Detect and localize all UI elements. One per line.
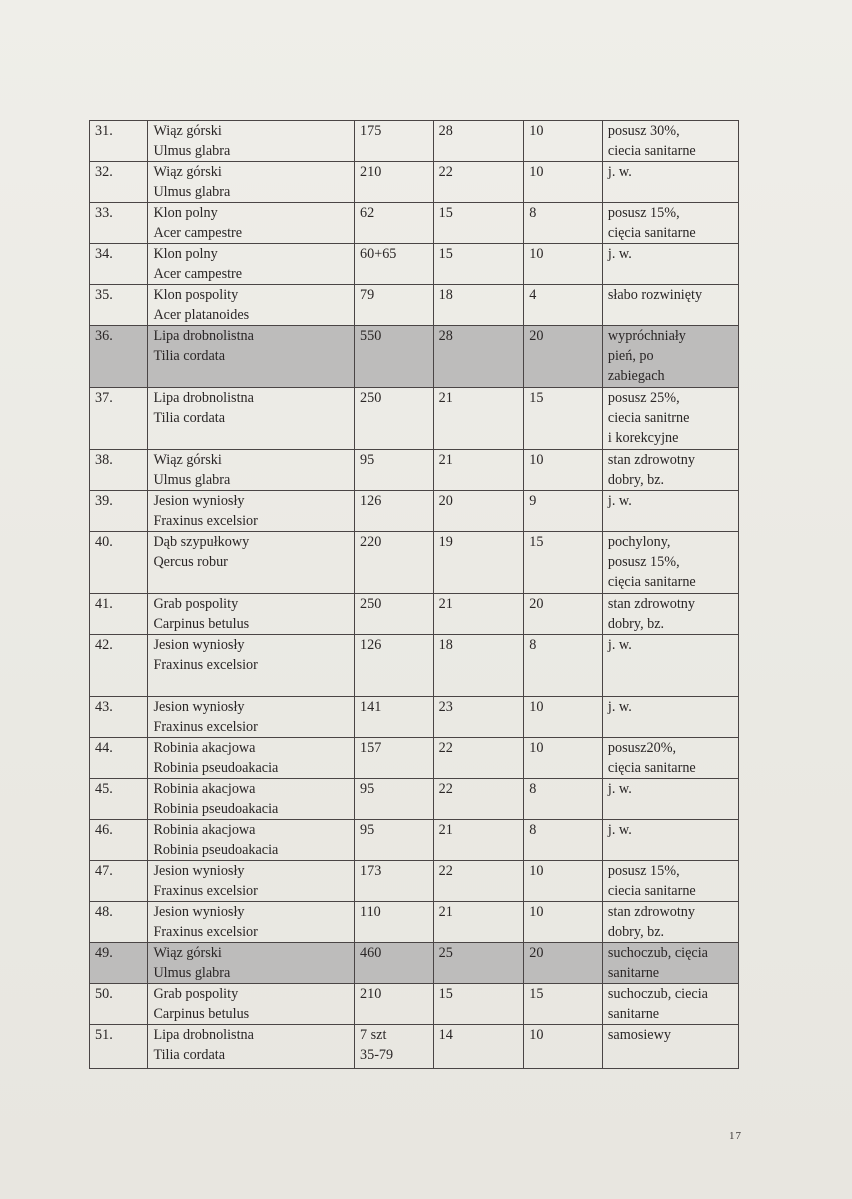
- table-row: [90, 121, 739, 162]
- species-latin-name: Carpinus betulus: [153, 616, 250, 632]
- cell-number: 46.: [90, 820, 148, 861]
- species-latin-name: Fraxinus excelsior: [153, 657, 258, 673]
- table-row: [90, 388, 739, 450]
- species-latin-name: Tilia cordata: [153, 410, 226, 426]
- species-polish-name: Klon polny: [153, 246, 218, 262]
- cell-remarks: [602, 594, 738, 635]
- remark-line: j. w.: [607, 781, 632, 797]
- cell-remarks: [602, 326, 738, 388]
- circumference-line: 35-79: [360, 1047, 394, 1063]
- cell-circumference: 157: [355, 738, 434, 779]
- table-row: [90, 285, 739, 326]
- cell-remarks: [602, 861, 738, 902]
- remark-line: dobry, bz.: [607, 924, 665, 940]
- table-row: [90, 738, 739, 779]
- cell-height: 23: [433, 697, 524, 738]
- cell-species: [148, 203, 355, 244]
- species-latin-name: Robinia pseudoakacia: [153, 842, 279, 858]
- cell-circumference: [355, 1025, 434, 1069]
- remark-line: posusz 15%,: [607, 205, 680, 221]
- species-latin-name: Ulmus glabra: [153, 472, 231, 488]
- cell-species: [148, 491, 355, 532]
- cell-height: 21: [433, 388, 524, 450]
- cell-circumference: 210: [355, 162, 434, 203]
- cell-remarks: [602, 121, 738, 162]
- table-row: [90, 779, 739, 820]
- remark-line: j. w.: [607, 637, 632, 653]
- cell-crown-width: 15: [524, 388, 603, 450]
- species-polish-name: Grab pospolity: [153, 986, 239, 1002]
- cell-species: [148, 861, 355, 902]
- cell-circumference: 141: [355, 697, 434, 738]
- remark-line: suchoczub, ciecia: [607, 986, 708, 1002]
- cell-species: [148, 902, 355, 943]
- circumference-line: 7 szt: [360, 1027, 387, 1043]
- cell-species: [148, 326, 355, 388]
- cell-remarks: [602, 779, 738, 820]
- table-row: [90, 594, 739, 635]
- remark-line: ciecia sanitarne: [607, 143, 696, 159]
- cell-height: 21: [433, 594, 524, 635]
- cell-number: 40.: [90, 532, 148, 594]
- species-latin-name: Fraxinus excelsior: [153, 883, 258, 899]
- cell-species: [148, 820, 355, 861]
- table-row: [90, 203, 739, 244]
- cell-height: 25: [433, 943, 524, 984]
- table-row: [90, 902, 739, 943]
- cell-circumference: 220: [355, 532, 434, 594]
- cell-species: [148, 738, 355, 779]
- cell-height: 21: [433, 902, 524, 943]
- cell-number: 33.: [90, 203, 148, 244]
- species-latin-name: Fraxinus excelsior: [153, 513, 258, 529]
- cell-remarks: [602, 635, 738, 697]
- table-body: [90, 121, 739, 1069]
- cell-number: 42.: [90, 635, 148, 697]
- cell-remarks: [602, 285, 738, 326]
- remark-line: dobry, bz.: [607, 616, 665, 632]
- cell-circumference: 110: [355, 902, 434, 943]
- cell-number: 39.: [90, 491, 148, 532]
- species-polish-name: Robinia akacjowa: [153, 740, 256, 756]
- table-row: [90, 532, 739, 594]
- cell-remarks: [602, 738, 738, 779]
- cell-height: 15: [433, 984, 524, 1025]
- remark-line: wypróchniały: [607, 328, 686, 344]
- table-row: [90, 244, 739, 285]
- cell-crown-width: 8: [524, 635, 603, 697]
- species-polish-name: Robinia akacjowa: [153, 822, 256, 838]
- cell-height: 22: [433, 738, 524, 779]
- table-row: [90, 820, 739, 861]
- remark-line: j. w.: [607, 493, 632, 509]
- cell-crown-width: 15: [524, 984, 603, 1025]
- remark-line: j. w.: [607, 699, 632, 715]
- cell-crown-width: 10: [524, 861, 603, 902]
- cell-remarks: [602, 491, 738, 532]
- cell-remarks: [602, 162, 738, 203]
- cell-crown-width: 15: [524, 532, 603, 594]
- remark-line: posusz20%,: [607, 740, 677, 756]
- cell-species: [148, 1025, 355, 1069]
- cell-number: 37.: [90, 388, 148, 450]
- cell-circumference: 126: [355, 491, 434, 532]
- species-latin-name: Ulmus glabra: [153, 965, 231, 981]
- remark-line: stan zdrowotny: [607, 596, 695, 612]
- cell-circumference: 175: [355, 121, 434, 162]
- cell-number: 34.: [90, 244, 148, 285]
- cell-number: 36.: [90, 326, 148, 388]
- cell-remarks: [602, 697, 738, 738]
- remark-line: suchoczub, cięcia: [607, 945, 708, 961]
- cell-crown-width: 8: [524, 203, 603, 244]
- cell-crown-width: 8: [524, 820, 603, 861]
- cell-remarks: [602, 1025, 738, 1069]
- species-polish-name: Robinia akacjowa: [153, 781, 256, 797]
- cell-number: 47.: [90, 861, 148, 902]
- cell-crown-width: 8: [524, 779, 603, 820]
- species-polish-name: Lipa drobnolistna: [153, 328, 254, 344]
- cell-species: [148, 121, 355, 162]
- cell-circumference: 250: [355, 388, 434, 450]
- remark-line: dobry, bz.: [607, 472, 665, 488]
- cell-height: 22: [433, 861, 524, 902]
- cell-height: 21: [433, 820, 524, 861]
- cell-species: [148, 244, 355, 285]
- cell-crown-width: 10: [524, 450, 603, 491]
- cell-circumference: 95: [355, 779, 434, 820]
- cell-height: 21: [433, 450, 524, 491]
- cell-number: 31.: [90, 121, 148, 162]
- cell-height: 28: [433, 326, 524, 388]
- remark-line: j. w.: [607, 822, 632, 838]
- cell-height: 20: [433, 491, 524, 532]
- cell-species: [148, 635, 355, 697]
- cell-crown-width: 20: [524, 943, 603, 984]
- cell-circumference: 550: [355, 326, 434, 388]
- cell-number: 35.: [90, 285, 148, 326]
- cell-remarks: [602, 943, 738, 984]
- cell-species: [148, 697, 355, 738]
- table-row: [90, 1025, 739, 1069]
- remark-line: stan zdrowotny: [607, 904, 695, 920]
- cell-height: 22: [433, 779, 524, 820]
- cell-remarks: [602, 902, 738, 943]
- cell-crown-width: 9: [524, 491, 603, 532]
- remark-line: ciecia sanitarne: [607, 883, 696, 899]
- cell-height: 14: [433, 1025, 524, 1069]
- species-polish-name: Wiąz górski: [153, 164, 222, 180]
- cell-height: 28: [433, 121, 524, 162]
- species-polish-name: Wiąz górski: [153, 452, 222, 468]
- table-row: [90, 635, 739, 697]
- species-latin-name: Ulmus glabra: [153, 143, 231, 159]
- cell-number: 50.: [90, 984, 148, 1025]
- remark-line: słabo rozwinięty: [607, 287, 703, 303]
- table-row: [90, 861, 739, 902]
- cell-circumference: 79: [355, 285, 434, 326]
- remark-line: cięcia sanitarne: [607, 760, 696, 776]
- cell-remarks: [602, 244, 738, 285]
- table-row: [90, 491, 739, 532]
- cell-circumference: 62: [355, 203, 434, 244]
- species-latin-name: Robinia pseudoakacia: [153, 801, 279, 817]
- cell-remarks: [602, 820, 738, 861]
- cell-circumference: 95: [355, 820, 434, 861]
- remark-line: cięcia sanitarne: [607, 225, 696, 241]
- cell-remarks: [602, 203, 738, 244]
- species-polish-name: Jesion wyniosły: [153, 904, 245, 920]
- remark-line: sanitarne: [607, 965, 660, 981]
- table-row: [90, 162, 739, 203]
- species-polish-name: Grab pospolity: [153, 596, 239, 612]
- cell-species: [148, 984, 355, 1025]
- species-latin-name: Carpinus betulus: [153, 1006, 250, 1022]
- cell-remarks: [602, 984, 738, 1025]
- table-row: [90, 697, 739, 738]
- species-latin-name: Fraxinus excelsior: [153, 924, 258, 940]
- page-number: 17: [729, 1130, 742, 1142]
- cell-height: 15: [433, 203, 524, 244]
- cell-crown-width: 10: [524, 121, 603, 162]
- remark-line: posusz 15%,: [607, 863, 680, 879]
- species-polish-name: Dąb szypułkowy: [153, 534, 250, 550]
- species-polish-name: Lipa drobnolistna: [153, 1027, 254, 1043]
- species-latin-name: Acer campestre: [153, 266, 243, 282]
- cell-species: [148, 532, 355, 594]
- table-row: [90, 943, 739, 984]
- cell-number: 49.: [90, 943, 148, 984]
- cell-remarks: [602, 450, 738, 491]
- cell-crown-width: 20: [524, 594, 603, 635]
- species-polish-name: Jesion wyniosły: [153, 637, 245, 653]
- species-polish-name: Jesion wyniosły: [153, 699, 245, 715]
- cell-remarks: [602, 388, 738, 450]
- species-latin-name: Tilia cordata: [153, 348, 226, 364]
- cell-circumference: 210: [355, 984, 434, 1025]
- cell-number: 43.: [90, 697, 148, 738]
- cell-circumference: 126: [355, 635, 434, 697]
- remark-line: cięcia sanitarne: [607, 574, 696, 590]
- remark-line: posusz 30%,: [607, 123, 680, 139]
- cell-number: 51.: [90, 1025, 148, 1069]
- remark-line: j. w.: [607, 164, 632, 180]
- cell-remarks: [602, 532, 738, 594]
- cell-species: [148, 285, 355, 326]
- remark-line: j. w.: [607, 246, 632, 262]
- table-row: [90, 450, 739, 491]
- remark-line: pochylony,: [607, 534, 671, 550]
- cell-species: [148, 943, 355, 984]
- species-latin-name: Acer platanoides: [153, 307, 250, 323]
- species-latin-name: Fraxinus excelsior: [153, 719, 258, 735]
- species-polish-name: Lipa drobnolistna: [153, 390, 254, 406]
- species-latin-name: Acer campestre: [153, 225, 243, 241]
- species-polish-name: Wiąz górski: [153, 123, 222, 139]
- species-latin-name: Robinia pseudoakacia: [153, 760, 279, 776]
- remark-line: zabiegach: [607, 368, 665, 384]
- cell-number: 45.: [90, 779, 148, 820]
- species-polish-name: Jesion wyniosły: [153, 493, 245, 509]
- cell-crown-width: 10: [524, 697, 603, 738]
- remark-line: sanitarne: [607, 1006, 660, 1022]
- remark-line: i korekcyjne: [607, 430, 679, 446]
- cell-crown-width: 10: [524, 738, 603, 779]
- cell-circumference: 250: [355, 594, 434, 635]
- remark-line: posusz 15%,: [607, 554, 680, 570]
- cell-circumference: 173: [355, 861, 434, 902]
- species-latin-name: Tilia cordata: [153, 1047, 226, 1063]
- cell-height: 19: [433, 532, 524, 594]
- table-row: [90, 984, 739, 1025]
- cell-number: 41.: [90, 594, 148, 635]
- cell-height: 22: [433, 162, 524, 203]
- cell-species: [148, 450, 355, 491]
- cell-crown-width: 10: [524, 162, 603, 203]
- cell-crown-width: 10: [524, 244, 603, 285]
- cell-circumference: 60+65: [355, 244, 434, 285]
- cell-height: 15: [433, 244, 524, 285]
- cell-species: [148, 594, 355, 635]
- remark-line: posusz 25%,: [607, 390, 680, 406]
- remark-line: ciecia sanitrne: [607, 410, 690, 426]
- cell-species: [148, 779, 355, 820]
- species-latin-name: Qercus robur: [153, 554, 228, 570]
- cell-height: 18: [433, 285, 524, 326]
- tree-inventory-table: [89, 120, 739, 1069]
- cell-number: 44.: [90, 738, 148, 779]
- remark-line: samosiewy: [607, 1027, 671, 1043]
- cell-crown-width: 10: [524, 1025, 603, 1069]
- cell-number: 32.: [90, 162, 148, 203]
- cell-crown-width: 20: [524, 326, 603, 388]
- cell-number: 48.: [90, 902, 148, 943]
- species-polish-name: Jesion wyniosły: [153, 863, 245, 879]
- cell-crown-width: 4: [524, 285, 603, 326]
- remark-line: pień, po: [607, 348, 654, 364]
- cell-species: [148, 162, 355, 203]
- species-latin-name: Ulmus glabra: [153, 184, 231, 200]
- cell-species: [148, 388, 355, 450]
- species-polish-name: Wiąz górski: [153, 945, 222, 961]
- remark-line: stan zdrowotny: [607, 452, 695, 468]
- species-polish-name: Klon polny: [153, 205, 218, 221]
- cell-number: 38.: [90, 450, 148, 491]
- species-polish-name: Klon pospolity: [153, 287, 239, 303]
- cell-height: 18: [433, 635, 524, 697]
- table-row: [90, 326, 739, 388]
- cell-circumference: 95: [355, 450, 434, 491]
- cell-crown-width: 10: [524, 902, 603, 943]
- cell-circumference: 460: [355, 943, 434, 984]
